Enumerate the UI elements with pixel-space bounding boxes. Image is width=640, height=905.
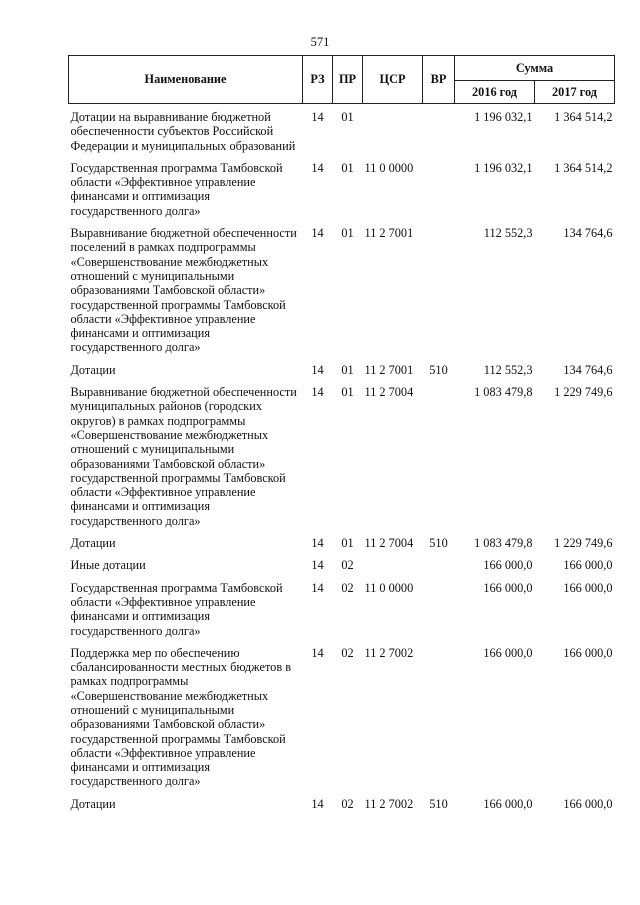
cell-2016: 1 196 032,1 xyxy=(474,160,533,175)
cell-2016: 166 000,0 xyxy=(483,580,533,595)
cell-rz: 14 xyxy=(311,385,324,400)
cell-pr: 02 xyxy=(341,796,354,811)
cell-2016: 166 000,0 xyxy=(483,558,533,573)
cell-vr xyxy=(423,558,455,580)
cell-vr xyxy=(423,161,455,226)
cell-pr: 02 xyxy=(341,558,354,573)
cell-name: Государственная программа Тамбовской области «Эффективное управление финансами и оптимизация государственного долга» xyxy=(70,580,283,638)
cell-rz: 14 xyxy=(311,362,324,377)
cell-2017: 1 364 514,2 xyxy=(554,160,613,175)
table-row xyxy=(69,536,615,558)
cell-2016: 1 196 032,1 xyxy=(474,110,533,124)
table-row xyxy=(69,797,615,819)
cell-2016: 1 083 479,8 xyxy=(474,385,533,400)
cell-pr: 01 xyxy=(341,385,354,400)
cell-vr xyxy=(423,104,455,161)
header-year-2016: 2016 год xyxy=(455,81,535,104)
table-row xyxy=(69,363,615,385)
cell-2017: 134 764,6 xyxy=(563,226,613,241)
cell-pr: 02 xyxy=(341,580,354,595)
cell-csr: 11 2 7004 xyxy=(364,385,414,400)
cell-2017: 1 229 749,6 xyxy=(554,536,613,551)
cell-csr: 11 0 0000 xyxy=(364,580,414,595)
cell-rz: 14 xyxy=(311,536,324,551)
cell-csr: 11 2 7004 xyxy=(364,536,414,551)
page-number: 571 xyxy=(310,35,330,49)
cell-rz: 14 xyxy=(311,558,324,573)
cell-name: Дотации на выравнивание бюджетной обеспеченности субъектов Российской Федерации и муниципальных образований xyxy=(70,110,296,153)
cell-name: Выравнивание бюджетной обеспеченности муниципальных районов (городских округов) в рамках подпрограммы «Совершенствование межбюджетных отношений с муниципальными образованиями Тамбовской области» государственной программы Тамбовской области «Эффективное управление финансами и оптимизация государственного долга» xyxy=(70,385,297,528)
cell-rz: 14 xyxy=(311,110,324,124)
cell-2016: 112 552,3 xyxy=(483,362,533,377)
budget-table xyxy=(68,55,615,819)
cell-2016: 166 000,0 xyxy=(483,645,533,660)
cell-csr: 11 2 7001 xyxy=(364,226,414,241)
cell-pr: 02 xyxy=(341,645,354,660)
cell-csr xyxy=(363,104,423,161)
header-pr: ПР xyxy=(333,56,363,104)
cell-vr xyxy=(423,226,455,363)
cell-vr: 510 xyxy=(429,362,448,377)
cell-2017: 134 764,6 xyxy=(563,362,613,377)
cell-vr xyxy=(423,581,455,646)
cell-vr: 510 xyxy=(429,536,448,551)
cell-rz: 14 xyxy=(311,796,324,811)
cell-csr xyxy=(363,558,423,580)
cell-rz: 14 xyxy=(311,580,324,595)
cell-pr: 01 xyxy=(341,362,354,377)
table-row xyxy=(69,104,615,161)
cell-2017: 1 364 514,2 xyxy=(554,110,613,124)
table-row xyxy=(69,161,615,226)
table-header xyxy=(69,56,615,104)
cell-vr xyxy=(423,385,455,536)
cell-2017: 166 000,0 xyxy=(563,645,613,660)
cell-name: Поддержка мер по обеспечению сбалансированности местных бюджетов в рамках подпрограммы «Совершенствование межбюджетных отношений с муниципальными образованиями Тамбовской области» государственной программы Тамбовской области «Эффективное управление финансами и оптимизация государственного долга» xyxy=(70,645,292,789)
header-year-2017: 2017 год xyxy=(535,81,615,104)
header-sum: Сумма xyxy=(455,56,615,81)
cell-csr: 11 0 0000 xyxy=(364,160,414,175)
cell-rz: 14 xyxy=(311,645,324,660)
header-vr: ВР xyxy=(423,56,455,104)
table-row xyxy=(69,646,615,797)
table-row xyxy=(69,581,615,646)
cell-2016: 166 000,0 xyxy=(483,796,533,811)
cell-pr: 01 xyxy=(341,536,354,551)
cell-csr: 11 2 7002 xyxy=(364,796,414,811)
table-row xyxy=(69,558,615,580)
cell-pr: 01 xyxy=(341,110,354,124)
table-row xyxy=(69,226,615,363)
cell-pr: 01 xyxy=(341,160,354,175)
cell-name: Выравнивание бюджетной обеспеченности поселений в рамках подпрограммы «Совершенствование межбюджетных отношений с муниципальными образованиями Тамбовской области» государственной программы Тамбовской области «Эффективное управление финансами и оптимизация государственного долга» xyxy=(70,226,297,355)
cell-name: Дотации xyxy=(70,796,116,811)
cell-name: Дотации xyxy=(70,362,116,377)
cell-name: Иные дотации xyxy=(70,558,146,573)
cell-vr xyxy=(423,646,455,797)
cell-2017: 166 000,0 xyxy=(563,558,613,573)
header-name: Наименование xyxy=(69,56,303,104)
cell-rz: 14 xyxy=(311,160,324,175)
table-row xyxy=(69,385,615,536)
cell-rz: 14 xyxy=(311,226,324,241)
cell-2017: 1 229 749,6 xyxy=(554,385,613,400)
cell-2016: 112 552,3 xyxy=(483,226,533,241)
cell-pr: 01 xyxy=(341,226,354,241)
cell-csr: 11 2 7001 xyxy=(364,362,414,377)
cell-name: Дотации xyxy=(70,536,116,551)
table-body xyxy=(69,104,615,820)
cell-2016: 1 083 479,8 xyxy=(474,536,533,551)
cell-2017: 166 000,0 xyxy=(563,796,613,811)
header-rz: РЗ xyxy=(303,56,333,104)
cell-2017: 166 000,0 xyxy=(563,580,613,595)
cell-vr: 510 xyxy=(429,796,448,811)
cell-csr: 11 2 7002 xyxy=(364,645,414,660)
cell-name: Государственная программа Тамбовской области «Эффективное управление финансами и оптимизация государственного долга» xyxy=(70,160,283,218)
header-csr: ЦСР xyxy=(363,56,423,104)
